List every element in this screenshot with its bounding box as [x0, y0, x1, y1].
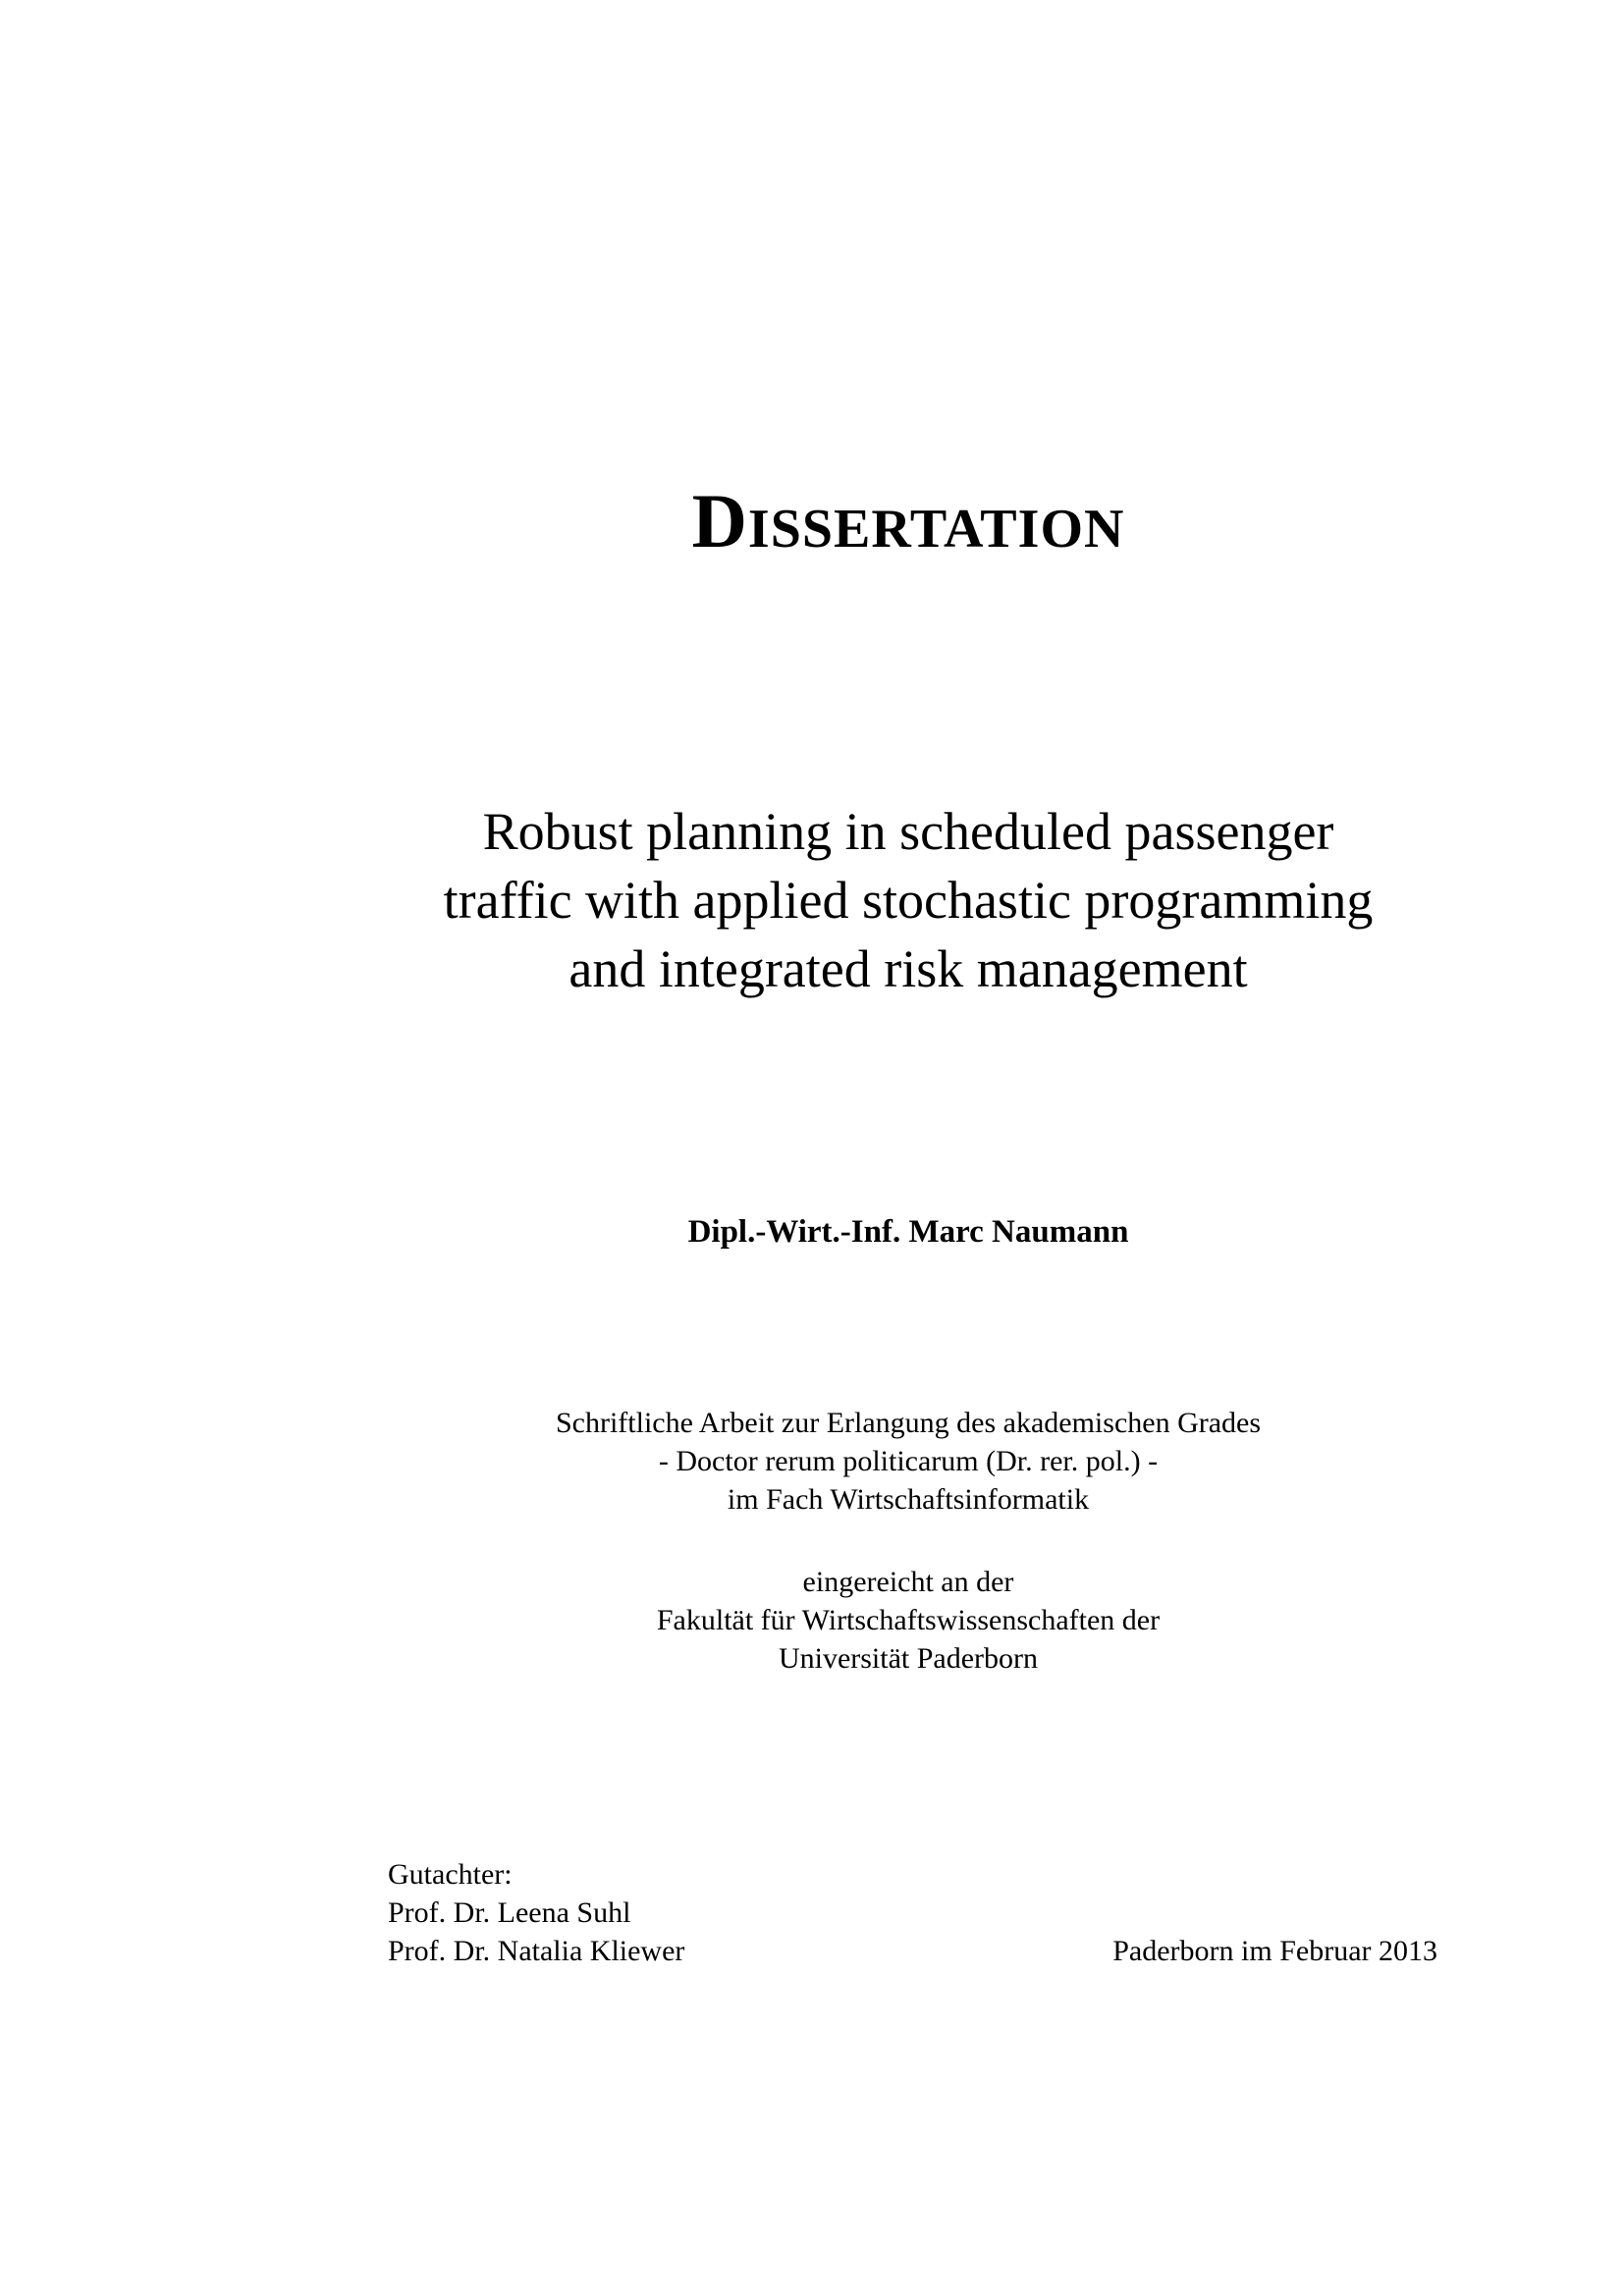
- place-and-date: Paderborn im Februar 2013: [1112, 1935, 1437, 1967]
- degree-line: - Doctor rerum politicarum (Dr. rer. pol.) -: [658, 1445, 1159, 1477]
- submission-line: Fakultät für Wirtschaftswissenschaften der: [656, 1604, 1161, 1636]
- document-type-initial: D: [691, 478, 748, 563]
- document-type-rest: ISSERTATION: [747, 499, 1125, 560]
- submission-line: eingereicht an der: [802, 1566, 1014, 1598]
- reviewers-label: Gutachter:: [388, 1858, 513, 1891]
- document-type-heading: [388, 478, 1429, 563]
- thesis-title: [388, 797, 1429, 1003]
- thesis-title-line: Robust planning in scheduled passenger: [482, 802, 1334, 861]
- submission-statement: [388, 1563, 1429, 1678]
- reviewers-block: [388, 1855, 684, 1970]
- author-name: Dipl.-Wirt.-Inf. Marc Naumann: [687, 1214, 1129, 1250]
- degree-line: Schriftliche Arbeit zur Erlangung des akademischen Grades: [555, 1407, 1262, 1439]
- degree-line: im Fach Wirtschaftsinformatik: [727, 1483, 1090, 1516]
- reviewer-name: Prof. Dr. Natalia Kliewer: [388, 1935, 685, 1967]
- degree-statement: [388, 1404, 1429, 1519]
- thesis-title-line: and integrated risk management: [568, 939, 1248, 998]
- submission-line: Universität Paderborn: [778, 1642, 1039, 1675]
- reviewer-name: Prof. Dr. Leena Suhl: [388, 1896, 631, 1929]
- thesis-title-line: traffic with applied stochastic programming: [443, 871, 1374, 930]
